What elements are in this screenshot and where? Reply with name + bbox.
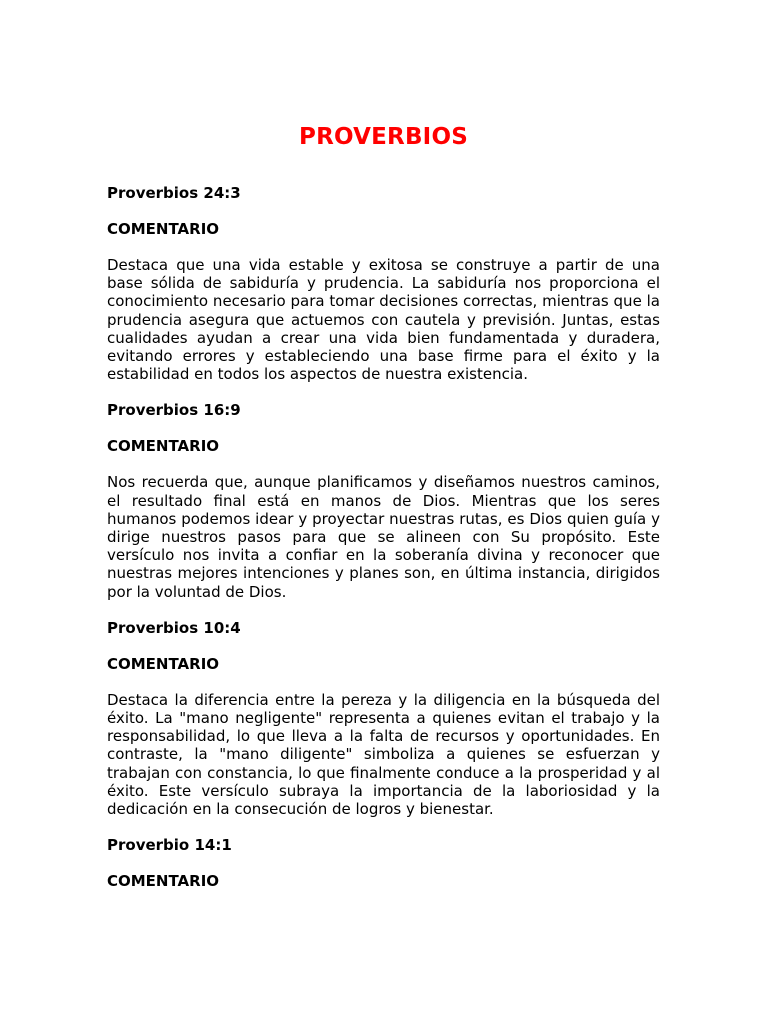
verse-reference: Proverbio 14:1 xyxy=(107,836,232,855)
comment-text: Destaca que una vida estable y exitosa se construye a partir de una base sólida de sabiduría y prudencia. La sabiduría nos proporciona el conocimiento necesario para tomar decisiones correctas, mientras que la prudencia asegura que actuemos con cautela y previsión. Juntas, estas cualidades ayudan a crear una vida bien fundamentada y duradera, evitando errores y estableciendo una base firme para el éxito y la estabilidad en todos los aspectos de nuestra existencia. xyxy=(107,256,660,384)
section-proverbios-16-9 xyxy=(107,401,660,600)
document-page xyxy=(107,122,660,908)
verse-reference: Proverbios 16:9 xyxy=(107,401,241,420)
verse-reference: Proverbios 10:4 xyxy=(107,618,241,637)
comment-text: Nos recuerda que, aunque planificamos y diseñamos nuestros caminos, el resultado final está en manos de Dios. Mientras que los seres humanos podemos idear y proyectar nuestras rutas, es Dios quien guía y dirige nuestros pasos para que se alineen con Su propósito. Este versículo nos invita a confiar en la soberanía divina y reconocer que nuestras mejores intenciones y planes son, en última instancia, dirigidos por la voluntad de Dios. xyxy=(107,473,660,601)
page-title: PROVERBIOS xyxy=(299,124,468,150)
section-proverbios-10-4 xyxy=(107,619,660,818)
comment-label: COMENTARIO xyxy=(107,220,220,238)
section-proverbio-14-1 xyxy=(107,836,660,890)
verse-reference: Proverbios 24:3 xyxy=(107,184,241,202)
comment-label: COMENTARIO xyxy=(107,872,220,891)
section-proverbios-24-3 xyxy=(107,184,660,383)
comment-label: COMENTARIO xyxy=(107,437,220,456)
comment-label: COMENTARIO xyxy=(107,654,220,673)
comment-text: Destaca la diferencia entre la pereza y la diligencia en la búsqueda del éxito. La "mano negligente" representa a quienes evitan el trabajo y la responsabilidad, lo que lleva a la falta de recursos y oportunidades. En contraste, la "mano diligente" simboliza a quienes se esfuerzan y trabajan con constancia, lo que finalmente conduce a la prosperidad y al éxito. Este versículo subraya la importancia de la laboriosidad y la dedicación en la consecución de logros y bienestar. xyxy=(107,690,660,819)
